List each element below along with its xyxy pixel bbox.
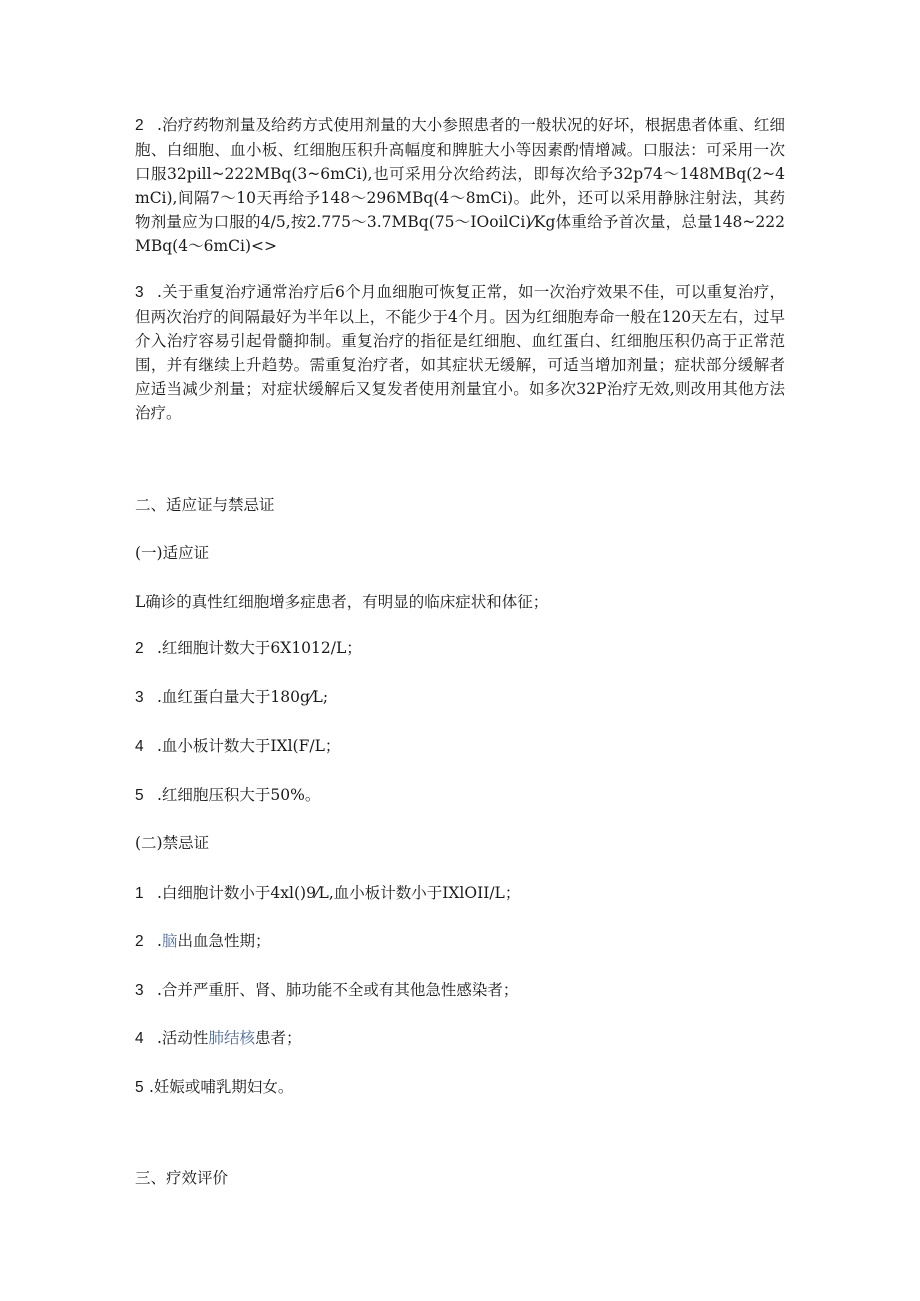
list-item: [135, 1076, 785, 1099]
list-item-text: L确诊的真性红细胞增多症患者，有明显的临床症状和体征；: [135, 593, 549, 611]
list-item-text: .妊娠或哺乳期妇女。: [149, 1078, 294, 1096]
list-number: 3: [135, 689, 144, 706]
list-number: 3: [135, 284, 144, 301]
list-item: [135, 591, 785, 613]
repeat-treatment-paragraph: [135, 280, 785, 425]
list-number: 4: [135, 1030, 144, 1047]
list-item-prefix: .活动性: [157, 1029, 209, 1047]
list-number: 1: [135, 885, 144, 902]
dosage-paragraph: [135, 113, 785, 258]
list-number: 3: [135, 982, 144, 999]
list-item: [135, 882, 785, 905]
list-item: [135, 637, 785, 660]
list-number: 5: [135, 1079, 144, 1096]
glossary-link-tuberculosis[interactable]: 肺结核: [208, 1029, 255, 1047]
list-item: [135, 979, 785, 1002]
list-item-text: .合并严重肝、肾、肺功能不全或有其他急性感染者；: [157, 981, 519, 999]
list-item-text: .血小板计数大于IXl(F/L；: [157, 737, 341, 755]
subsection-heading-contraindications: (二)禁忌证: [135, 834, 210, 852]
list-item: [135, 784, 785, 807]
list-item-text: 患者；: [254, 1029, 302, 1047]
list-number: 2: [135, 640, 144, 657]
list-item-text: .血红蛋白量大于180g⁄L;: [157, 688, 329, 706]
list-item: [135, 735, 785, 758]
list-number: 2: [135, 933, 144, 950]
section-heading: 三、疗效评价: [135, 1169, 229, 1187]
list-item-prefix: .: [157, 932, 162, 950]
paragraph-text: .关于重复治疗通常治疗后6个月血细胞可恢复正常，如一次治疗效果不佳，可以重复治疗，但两次治疗的间隔最好为半年以上，不能少于4个月。因为红细胞寿命一般在120天左右，过早介入治疗容易引起骨髓抑制。重复治疗的指征是红细胞、血红蛋白、红细胞压积仍高于正常范围，并有继续上升趋势。需重复治疗者，如其症状无缓解，可适当增加剂量；症状部分缓解者应适当减少剂量；对症状缓解后又复发者使用剂量宜小。如多次32P治疗无效,则改用其他方法治疗。: [135, 283, 785, 422]
list-number: 2: [135, 117, 144, 134]
list-item-text: 出血急性期；: [177, 932, 271, 950]
list-number: 4: [135, 738, 144, 755]
list-item-text: .红细胞计数大于6X1012/L；: [157, 639, 362, 657]
section-heading: 二、适应证与禁忌证: [135, 496, 275, 514]
list-item: [135, 1027, 785, 1050]
list-item-text: .白细胞计数小于4xl()9⁄L,血小板计数小于IXlOII/L；: [157, 884, 521, 902]
paragraph-text: .治疗药物剂量及给药方式使用剂量的大小参照患者的一般状况的好坏，根据患者体重、红细胞、白细胞、血小板、红细胞压积升高幅度和脾脏大小等因素酌情增减。口服法：可采用一次口服32pill~222MBq(3~6mCi),也可采用分次给药法，即每次给予32p74～148MBq(2~4mCi),间隔7～10天再给予148～296MBq(4～8mCi)。此外，还可以采用静脉注射法，其药物剂量应为口服的4/5,按2.775～3.7MBq(75～IOoilCi)⁄Kg体重给予首次量，总量148~222MBq(4～6mCi)<>: [135, 116, 785, 255]
list-number: 5: [135, 787, 144, 804]
list-item: [135, 930, 785, 953]
subsection-heading-indications: (一)适应证: [135, 544, 210, 562]
list-item: [135, 686, 785, 709]
list-item-text: .红细胞压积大于50%。: [157, 786, 321, 804]
glossary-link-brain[interactable]: 脑: [161, 932, 178, 950]
